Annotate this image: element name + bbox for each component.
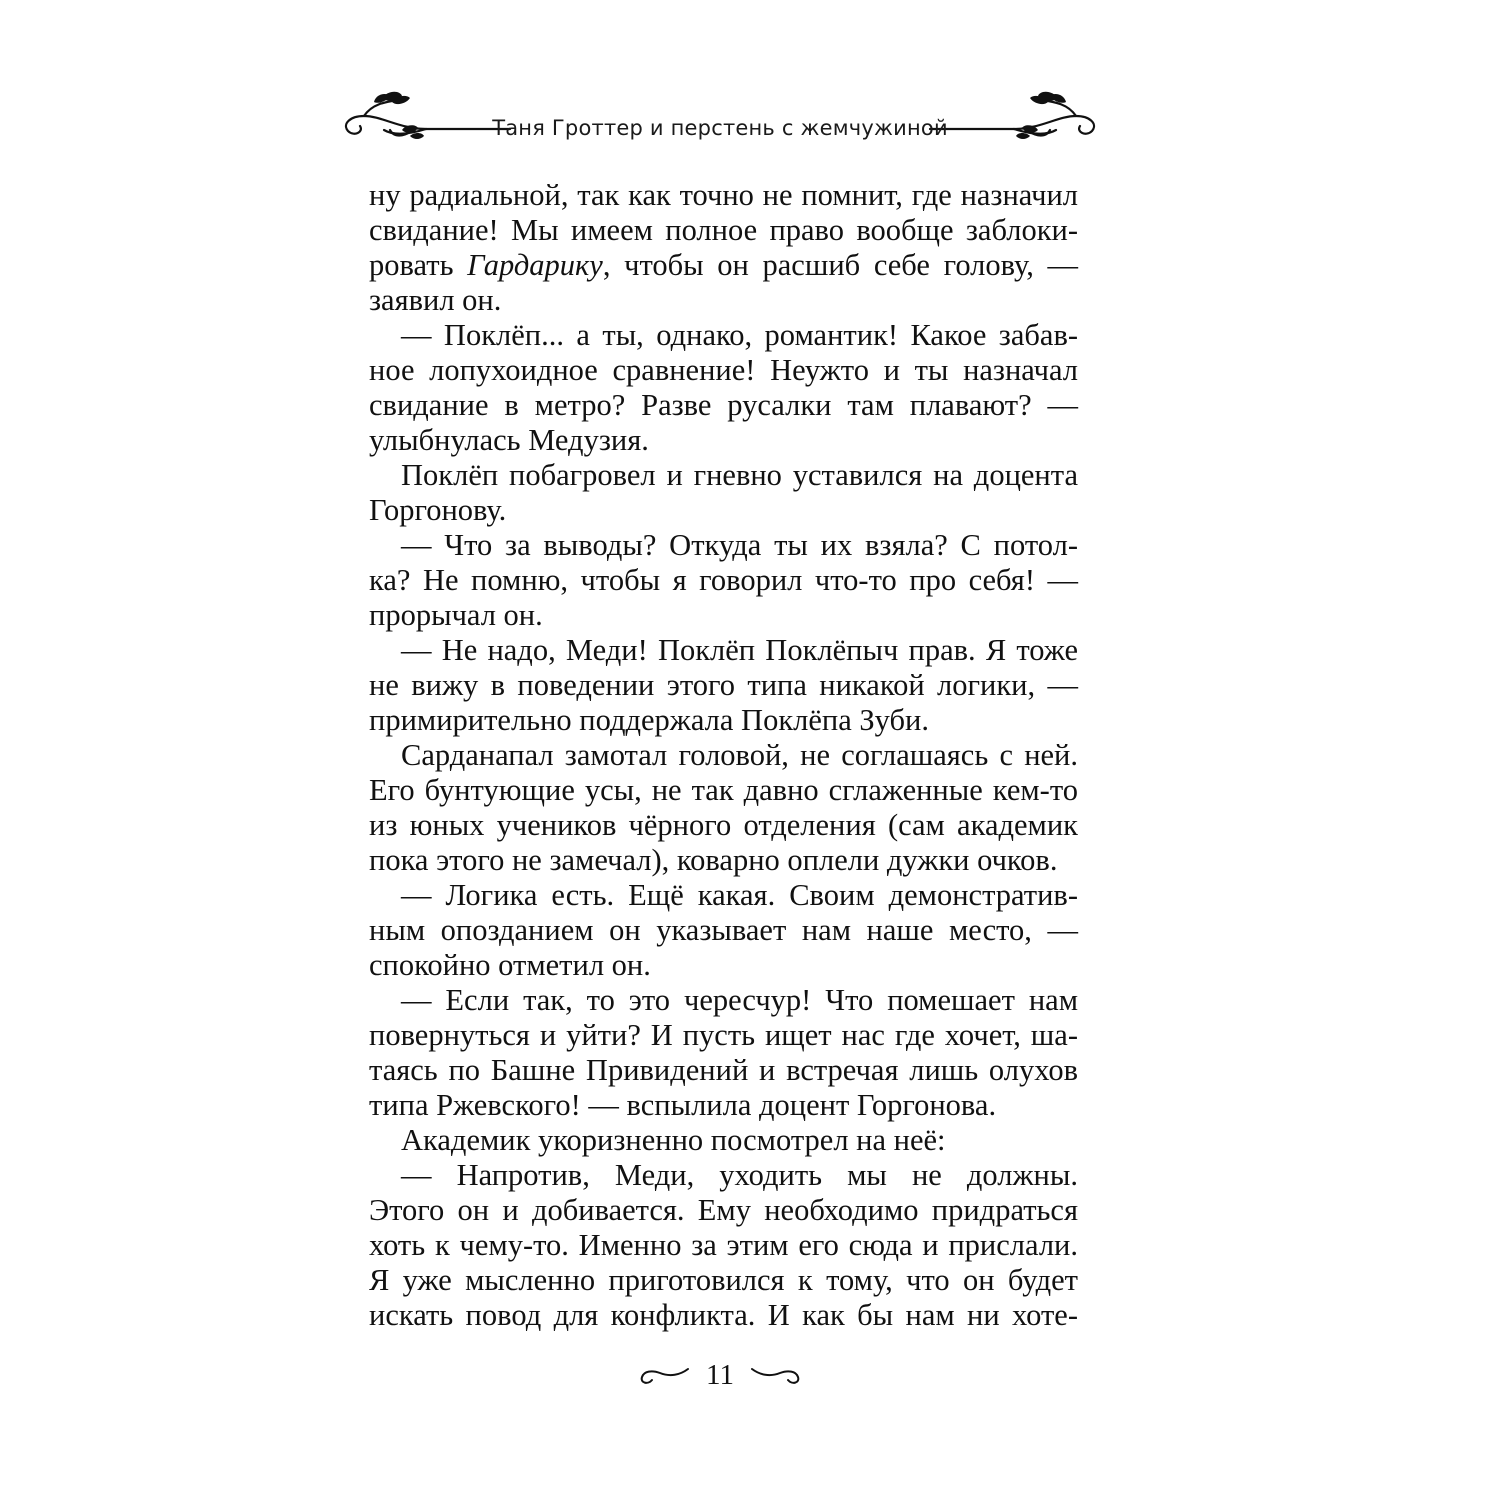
text-line: Его бунтующие усы, не так давно сглаженные кем-то [369, 773, 1078, 807]
text-line: — Поклёп... а ты, однако, романтик! Какое забав- [401, 318, 1078, 352]
text-line: ное лопухоидное сравнение! Неужто и ты назначал [369, 353, 1078, 387]
text-line: ным опозданием он указывает нам наше место, — [369, 913, 1078, 947]
text-line: таясь по Башне Привидений и встречая лишь олухов [369, 1053, 1078, 1087]
text-line: свидание в метро? Разве русалки там плавают? — [369, 388, 1078, 422]
text-line: типа Ржевского! — вспылила доцент Горгонова. [369, 1088, 997, 1122]
page-number: 11 [706, 1359, 734, 1391]
text-line: повернуться и уйти? И пусть ищет нас где хочет, ша- [369, 1018, 1078, 1052]
text-line: ровать Гардарику, чтобы он расшиб себе голову, — [369, 248, 1078, 282]
text-line: из юных учеников чёрного отделения (сам академик [369, 808, 1078, 842]
text-line: ну радиальной, так как точно не помнит, где назначил [369, 178, 1078, 212]
text-line: Горгонову. [369, 493, 507, 527]
text-line: примирительно поддержала Поклёпа Зуби. [369, 703, 929, 737]
text-line: не вижу в поведении этого типа никакой логики, — [369, 668, 1078, 702]
text-line: улыбнулась Медузия. [369, 423, 649, 457]
folio [630, 1357, 810, 1397]
text-line: Этого он и добивается. Ему необходимо придраться [369, 1193, 1078, 1227]
text-line: спокойно отметил он. [369, 948, 651, 982]
text-line: — Не надо, Меди! Поклёп Поклёпыч прав. Я тоже [401, 633, 1078, 667]
text-line: заявил он. [369, 283, 502, 317]
text-line: — Логика есть. Ещё какая. Своим демонстратив- [401, 878, 1078, 912]
text-line: Сарданапал замотал головой, не соглашаясь с ней. [401, 738, 1078, 772]
body-text [369, 178, 1078, 1333]
text-line: — Если так, то это чересчур! Что помешает нам [401, 983, 1078, 1017]
text-line: ка? Не помню, чтобы я говорил что-то про себя! — [369, 563, 1078, 597]
text-line: Я уже мысленно приготовился к тому, что он будет [369, 1263, 1078, 1297]
text-line: пока этого не замечал), коварно оплели дужки очков. [369, 843, 1058, 877]
italic-word: Гардарику [467, 248, 603, 282]
text-line: Академик укоризненно посмотрел на неё: [401, 1123, 946, 1157]
text-line: Поклёп побагровел и гневно уставился на доцента [401, 458, 1078, 492]
text-line: — Что за выводы? Откуда ты их взяла? С потол- [401, 528, 1078, 562]
text-line: — Напротив, Меди, уходить мы не должны. [401, 1158, 1078, 1192]
text-line: прорычал он. [369, 598, 543, 632]
running-title: Таня Гроттер и перстень с жемчужиной [492, 116, 948, 140]
text-line: свидание! Мы имеем полное право вообще заблоки- [369, 213, 1078, 247]
text-line: искать повод для конфликта. И как бы нам ни хоте- [369, 1298, 1078, 1332]
text-line: хоть к чему-то. Именно за этим его сюда и прислали. [369, 1228, 1078, 1262]
running-header [330, 86, 1110, 156]
